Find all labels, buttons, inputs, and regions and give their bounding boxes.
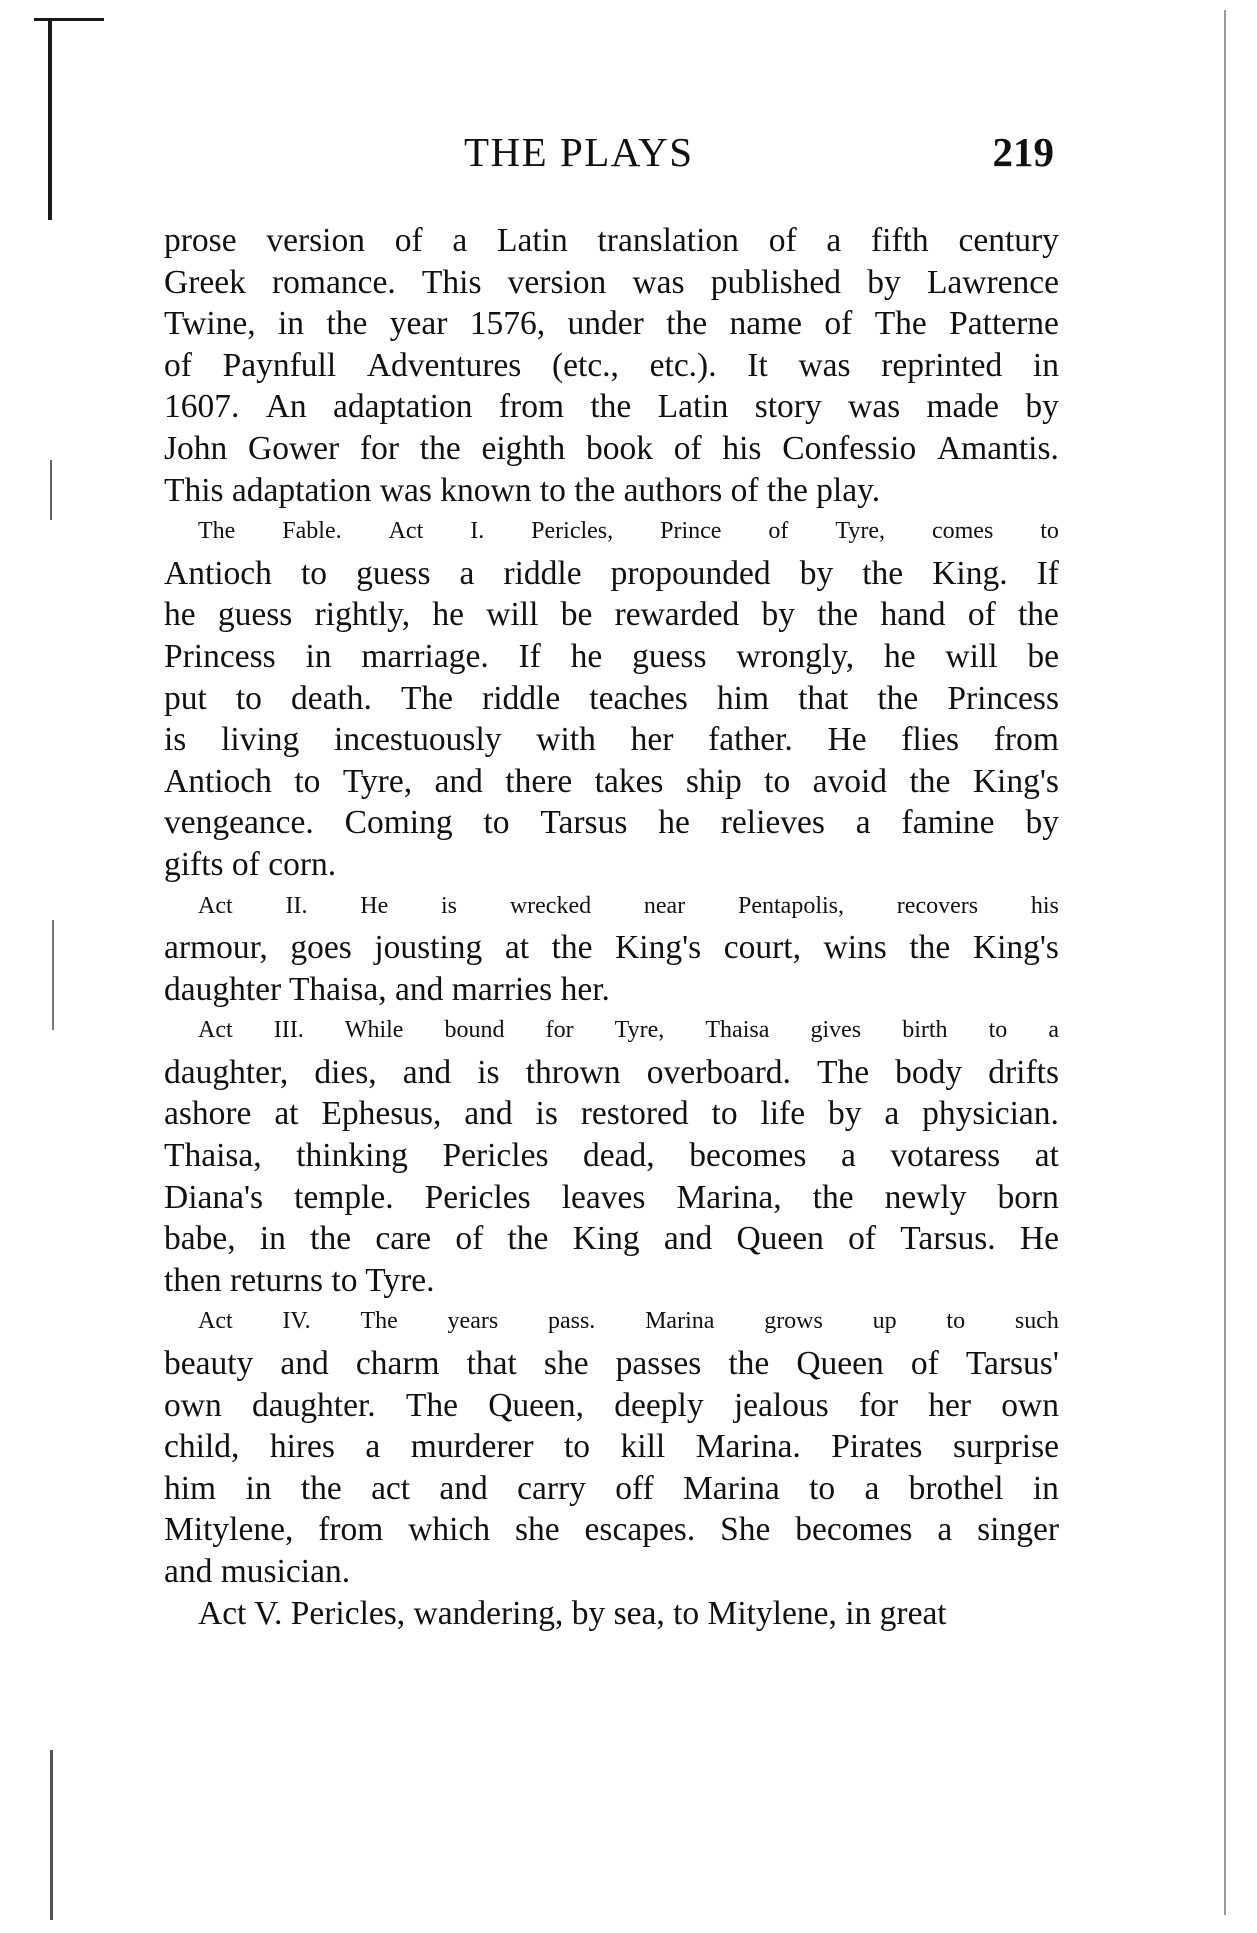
scan-edge-mark xyxy=(50,1750,53,1920)
text-line: and musician. xyxy=(164,1553,351,1590)
text-line: Twine, in the year 1576, under the name of The Patterne xyxy=(164,305,1059,343)
text-line: then returns to Tyre. xyxy=(164,1261,435,1299)
body-text xyxy=(164,220,1059,1634)
scan-edge-mark xyxy=(48,20,52,220)
scan-edge-mark xyxy=(52,920,54,1030)
text-line: gifts of corn. xyxy=(164,845,337,883)
text-line: This adaptation was known to the authors of the play. xyxy=(164,471,881,509)
text-line: babe, in the care of the King and Queen of Tarsus. He xyxy=(164,1220,1059,1258)
text-line: ashore at Ephesus, and is restored to life by a physician. xyxy=(164,1095,1059,1133)
text-line: daughter, dies, and is thrown overboard. The body drifts xyxy=(164,1053,1059,1091)
text-line: Mitylene, from which she escapes. She becomes a singer xyxy=(164,1511,1059,1549)
text-line: child, hires a murderer to kill Marina. Pirates surprise xyxy=(164,1428,1059,1466)
text-line: Act III. While bound for Tyre, Thaisa gives birth to a xyxy=(198,1017,1059,1044)
text-line: beauty and charm that she passes the Queen of Tarsus' xyxy=(164,1345,1059,1383)
text-line: armour, goes jousting at the King's court, wins the King's xyxy=(164,929,1059,967)
text-line: him in the act and carry off Marina to a brothel in xyxy=(164,1469,1059,1507)
text-line: daughter Thaisa, and marries her. xyxy=(164,970,610,1008)
text-line: Greek romance. This version was published by Lawrence xyxy=(164,263,1059,301)
text-line: Act V. Pericles, wandering, by sea, to Mitylene, in great xyxy=(198,1594,947,1632)
text-line: Antioch to guess a riddle propounded by the King. If xyxy=(164,554,1059,592)
text-line: Act II. He is wrecked near Pentapolis, recovers his xyxy=(198,892,1059,919)
text-line: The Fable. Act I. Pericles, Prince of Tyre, comes to xyxy=(198,518,1059,545)
text-line: put to death. The riddle teaches him that the Princess xyxy=(164,679,1059,717)
text-line: Princess in marriage. If he guess wrongly, he will be xyxy=(164,637,1059,675)
text-line: John Gower for the eighth book of his Confessio Amantis. xyxy=(164,429,1059,467)
text-line: is living incestuously with her father. He flies from xyxy=(164,721,1059,759)
text-line: prose version of a Latin translation of a fifth century xyxy=(164,222,1059,259)
text-line: of Paynfull Adventures (etc., etc.). It was reprinted in xyxy=(164,346,1059,384)
text-line: Act IV. The years pass. Marina grows up to such xyxy=(198,1308,1059,1335)
text-line: vengeance. Coming to Tarsus he relieves a famine by xyxy=(164,804,1059,842)
page-header xyxy=(164,128,1064,188)
scan-edge-mark xyxy=(34,18,104,21)
scan-right-edge xyxy=(1224,10,1226,1915)
page-number: 219 xyxy=(992,129,1054,175)
running-title: THE PLAYS xyxy=(464,129,694,175)
text-line: Antioch to Tyre, and there takes ship to avoid the King's xyxy=(164,762,1059,800)
text-line: Thaisa, thinking Pericles dead, becomes a votaress at xyxy=(164,1137,1059,1175)
text-line: he guess rightly, he will be rewarded by the hand of the xyxy=(164,596,1059,634)
text-line: 1607. An adaptation from the Latin story was made by xyxy=(164,388,1059,426)
text-line: Diana's temple. Pericles leaves Marina, the newly born xyxy=(164,1178,1059,1216)
scan-edge-mark xyxy=(50,460,52,520)
text-line: own daughter. The Queen, deeply jealous for her own xyxy=(164,1386,1059,1424)
